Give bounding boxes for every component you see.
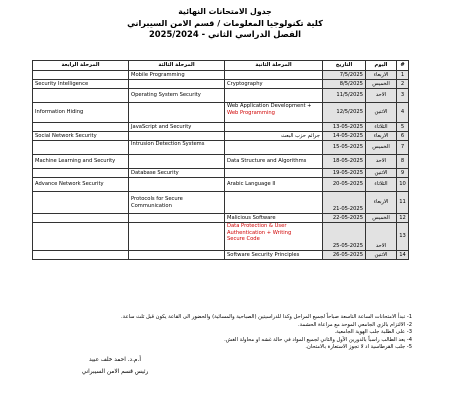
stage4-subject: Advance Network Security xyxy=(33,178,129,192)
table-row xyxy=(33,71,409,80)
signatory-name: أ.م.د. احمد خلف عبيد xyxy=(89,357,141,363)
stage2-subject: Cryptography xyxy=(225,80,323,89)
row-day: الاثنين xyxy=(366,103,397,123)
col-header-day: اليوم xyxy=(366,61,397,71)
row-number: 13 xyxy=(397,223,409,251)
college-department: كلية تكنولوجيا المعلومات / قسم الامن السيبراني xyxy=(127,17,323,28)
stage2-subject xyxy=(225,141,323,155)
row-number: 7 xyxy=(397,141,409,155)
stage2-subject: Arabic Language II xyxy=(225,178,323,192)
stage4-subject xyxy=(33,141,129,155)
stage4-subject xyxy=(33,169,129,178)
table-row xyxy=(33,123,409,132)
row-number: 6 xyxy=(397,132,409,141)
stage2-subject: Data Structure and Algorithms xyxy=(225,155,323,169)
stage3-subject: Mobile Programming xyxy=(129,71,225,80)
stage4-subject xyxy=(33,123,129,132)
col-header-stage2: المرحلة الثانية xyxy=(225,61,323,71)
row-date: 12/5/2025 xyxy=(323,103,366,123)
row-day: الاحد xyxy=(366,89,397,103)
table-row xyxy=(33,169,409,178)
row-day: الاثنين xyxy=(366,251,397,260)
stage3-subject xyxy=(129,214,225,223)
stage2-subject xyxy=(225,71,323,80)
row-date: 18-05-2025 xyxy=(323,155,366,169)
row-date: 22-05-2025 xyxy=(323,214,366,223)
table-row xyxy=(33,80,409,89)
row-date: 20-05-2025 xyxy=(323,178,366,192)
stage3-subject xyxy=(129,103,225,123)
stage2-subject-text: Web Application Development + xyxy=(227,103,312,109)
stage4-subject: Information Hiding xyxy=(33,103,129,123)
stage2-subject xyxy=(225,169,323,178)
row-day: الاثنين xyxy=(366,169,397,178)
row-day: الاربعاء xyxy=(366,132,397,141)
table-row xyxy=(33,103,409,123)
stage3-subject: Intrusion Detection Systems xyxy=(129,141,225,155)
stage3-subject xyxy=(129,178,225,192)
table-row xyxy=(33,141,409,155)
note-item: 5- جلب القرطاسية اذ لا تجوز الاستعارة بالامتحان. xyxy=(305,344,412,351)
table-row xyxy=(33,223,409,251)
row-day: الخميس xyxy=(366,214,397,223)
row-day: الخميس xyxy=(366,80,397,89)
col-header-num: # xyxy=(397,61,409,71)
stage3-subject xyxy=(129,251,225,260)
row-number: 4 xyxy=(397,103,409,123)
exam-schedule-table xyxy=(32,60,409,260)
row-number: 11 xyxy=(397,192,409,214)
stage3-subject xyxy=(129,80,225,89)
signature-block xyxy=(60,354,170,378)
note-item: 3- على الطلبة جلب الهوية الجامعية. xyxy=(334,329,412,336)
stage4-subject xyxy=(33,214,129,223)
page-header xyxy=(0,6,450,41)
row-day: الاربعاء xyxy=(366,71,397,80)
table-row xyxy=(33,89,409,103)
stage4-subject xyxy=(33,251,129,260)
stage2-subject xyxy=(225,123,323,132)
row-date: 11/5/2025 xyxy=(323,89,366,103)
stage2-subject: جرائم حزب البعث xyxy=(225,132,323,141)
row-day: الثلاثاء xyxy=(366,178,397,192)
row-day: الاحد xyxy=(366,223,397,251)
stage2-subject: Software Security Principles xyxy=(225,251,323,260)
note-item: 1- تبدأ الامتحانات الساعة التاسعة صباحاً لجميع المراحل وكذا للدراسيتين (الصباحية والمسائية) والحضور الى القاعة يكون قبل ثلث ساعة. xyxy=(121,314,412,320)
col-header-stage4: المرحلة الرابعة xyxy=(33,61,129,71)
row-date: 21-05-2025 xyxy=(323,192,366,214)
stage4-subject xyxy=(33,192,129,214)
stage3-subject xyxy=(129,132,225,141)
row-number: 8 xyxy=(397,155,409,169)
stage2-subject: Data Protection & User Authentication + Writing Secure Code xyxy=(225,223,323,251)
note-item: 4- يعد الطالب راسباً بالدورين الأول والثاني لجميع المواد في حالة غشه او محاولة الغش. xyxy=(224,336,412,343)
row-number: 10 xyxy=(397,178,409,192)
stage4-subject xyxy=(33,89,129,103)
row-number: 12 xyxy=(397,214,409,223)
stage3-subject: Protocols for Secure Communication xyxy=(129,192,225,214)
col-header-stage3: المرحلة الثالثة xyxy=(129,61,225,71)
row-date: 7/5/2025 xyxy=(323,71,366,80)
row-number: 14 xyxy=(397,251,409,260)
signatory-title: رئيس قسم الامن السيبراني xyxy=(81,369,149,375)
stage4-subject: Machine Learning and Security xyxy=(33,155,129,169)
row-number: 5 xyxy=(397,123,409,132)
row-day: الاربعاء xyxy=(366,192,397,214)
table-row xyxy=(33,155,409,169)
exam-notes xyxy=(32,314,412,352)
stage3-subject: Operating System Security xyxy=(129,89,225,103)
stage2-subject: Malicious Software xyxy=(225,214,323,223)
table-row xyxy=(33,251,409,260)
table-row xyxy=(33,192,409,214)
row-number: 9 xyxy=(397,169,409,178)
stage2-subject xyxy=(225,103,323,123)
row-day: الخميس xyxy=(366,141,397,155)
row-date: 26-05-2025 xyxy=(323,251,366,260)
stage3-subject: Database Security xyxy=(129,169,225,178)
row-number: 2 xyxy=(397,80,409,89)
table-row xyxy=(33,214,409,223)
row-date: 8/5/2025 xyxy=(323,80,366,89)
semester-label: الفصل الدراسي الثاني - 2025/2024 xyxy=(148,29,302,39)
stage4-subject xyxy=(33,223,129,251)
stage4-subject xyxy=(33,71,129,80)
row-date: 15-05-2025 xyxy=(323,141,366,155)
row-day: الثلاثاء xyxy=(366,123,397,132)
col-header-date: التاريخ xyxy=(323,61,366,71)
row-number: 1 xyxy=(397,71,409,80)
schedule-title: جدول الامتحانات النهائية xyxy=(178,7,272,16)
row-date: 25-05-2025 xyxy=(323,223,366,251)
stage3-subject: JavaScript and Security xyxy=(129,123,225,132)
table-row xyxy=(33,178,409,192)
stage3-subject xyxy=(129,223,225,251)
row-day: الاحد xyxy=(366,155,397,169)
row-date: 19-05-2025 xyxy=(323,169,366,178)
row-date: 13-05-2025 xyxy=(323,123,366,132)
table-row xyxy=(33,132,409,141)
table-header-row xyxy=(33,61,409,71)
stage2-subject xyxy=(225,89,323,103)
stage2-subject-highlight: Web Programming xyxy=(227,109,275,116)
stage4-subject: Security Intelligence xyxy=(33,80,129,89)
stage3-subject xyxy=(129,155,225,169)
row-date: 14-05-2025 xyxy=(323,132,366,141)
row-number: 3 xyxy=(397,89,409,103)
note-item: 2- الالتزام بالزي الجامعي الموحد مع مراعاة الحشمة. xyxy=(298,321,412,328)
stage4-subject: Social Network Security xyxy=(33,132,129,141)
stage2-subject xyxy=(225,192,323,214)
